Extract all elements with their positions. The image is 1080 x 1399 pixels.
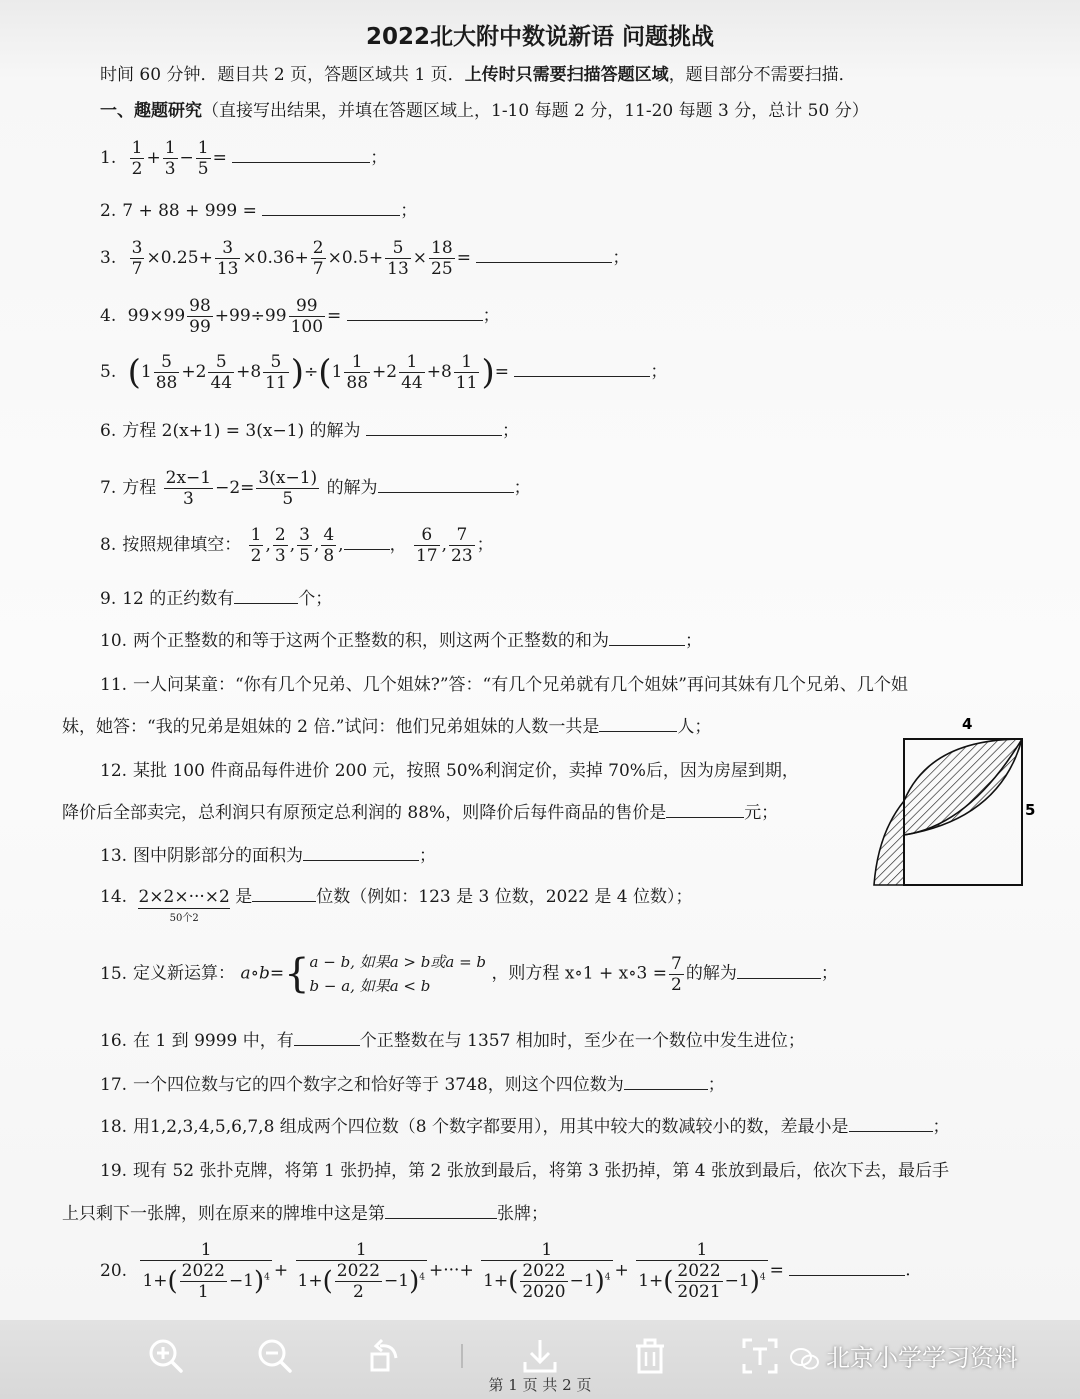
rotate-icon[interactable] — [364, 1336, 404, 1376]
wechat-icon — [790, 1347, 820, 1371]
brand-text: 北京小学学习资料 — [826, 1344, 1018, 1372]
page-indicator: 第 1 页 共 2 页 — [488, 1376, 592, 1394]
toolbar-separator — [461, 1344, 463, 1368]
question-13: 13. 图中阴影部分的面积为 ； — [100, 846, 437, 866]
question-16: 16. 在 1 到 9999 中，有 个正整数在与 1357 相加时，至少在一个数位中发生进位； — [100, 1031, 805, 1051]
figure-label-top: 4 — [962, 715, 973, 733]
page-title: 2022北大附中数说新语 问题挑战 — [365, 24, 715, 50]
shaded-area-figure — [870, 715, 1040, 890]
question-12-cont: 降价后全部卖完，总利润只有原预定总利润的 88%，则降价后每件商品的售价是 元； — [62, 803, 779, 823]
question-4: 4. 99×99 $\frac{98}{99}$ +99÷99 $\frac{99}{100}$ = ； — [100, 296, 500, 337]
question-19-cont: 上只剩下一张牌，则在原来的牌堆中这是第 张牌； — [62, 1204, 548, 1224]
zoom-out-icon[interactable] — [255, 1336, 295, 1376]
figure-label-right: 5 — [1025, 801, 1036, 819]
question-8: 8. 按照规律填空： $\frac{1}{2}$ , $\frac{2}{3}$ , $\frac{3}{5}$ , $\frac{4}{8}$ , ， $\frac{6}{17}$ , $\frac{7}{23}$ ； — [100, 525, 494, 566]
question-5: 5. (1 $\frac{5}{88}$ +2 $\frac{5}{44}$ +8 $\frac{5}{11}$ )÷(1 $\frac{1}{88}$ +2 $\frac{1}{44}$ +8 $\frac{1}{11}$ )= ； — [100, 352, 668, 393]
question-2: 2. 7 + 88 + 999 = ； — [100, 201, 418, 221]
download-icon[interactable] — [520, 1336, 560, 1376]
question-6: 6. 方程 2(x+1) = 3(x−1) 的解为 ； — [100, 421, 519, 441]
question-7: 7. 方程 $\frac{2x-1}{3}$ −2= $\frac{3(x-1)}{5}$ 的解为 ； — [100, 468, 531, 509]
question-19: 19. 现有 52 张扑克牌，将第 1 张扔掉，第 2 张放到最后，将第 3 张扔掉，第 4 张放到最后，依次下去，最后手 — [100, 1161, 949, 1181]
instructions: 时间 60 分钟．题目共 2 页，答题区域共 1 页．上传时只需要扫描答题区域，题目部分不需要扫描． — [100, 65, 856, 85]
question-9: 9. 12 的正约数有 个； — [100, 589, 333, 609]
question-3: 3. $\frac{3}{7}$ ×0.25+ $\frac{3}{13}$ ×0.36+ $\frac{2}{7}$ ×0.5+ $\frac{5}{13}$ × $\frac{18}{25}$ = ； — [100, 238, 630, 279]
question-17: 17. 一个四位数与它的四个数字之和恰好等于 3748，则这个四位数为 ； — [100, 1075, 725, 1095]
question-11: 11. 一人问某童：“你有几个兄弟、几个姐妹?”答：“有几个兄弟就有几个姐妹”再问其妹有几个兄弟、几个姐 — [100, 675, 908, 695]
question-12: 12. 某批 100 件商品每件进价 200 元，按照 50%利润定价，卖掉 70%后，因为房屋到期， — [100, 761, 799, 781]
question-1: 1. $\frac{1}{2}$ + $\frac{1}{3}$ − $\frac{1}{5}$ = ； — [100, 138, 388, 179]
question-11-cont: 妹，她答：“我的兄弟是姐妹的 2 倍.”试问：他们兄弟姐妹的人数一共是 人； — [62, 717, 712, 737]
question-10: 10. 两个正整数的和等于这两个正整数的积，则这两个正整数的和为 ； — [100, 631, 703, 651]
text-recognition-icon[interactable] — [740, 1336, 780, 1376]
delete-icon[interactable] — [630, 1336, 670, 1376]
question-14: 14. 2×2×···×2 50个2 是 位数（例如：123 是 3 位数，2022 是 4 位数）； — [100, 887, 693, 924]
section-1-header: 一、趣题研究（直接写出结果，并填在答题区域上，1-10 每题 2 分，11-20 每题 3 分，总计 50 分） — [100, 101, 869, 121]
question-20: 20. 1 1+( $\frac{2022}{1}$ −1)$^4$ + 1 1+( $\frac{2022}{2}$ −1)$^4$ +···+ 1 1+( $\frac{2022}{2020}$ −1)$^4$ + 1 1+( $\frac{2022}{2021}$ −1)$^4$ = . — [100, 1240, 911, 1302]
watermark-brand — [790, 1338, 1018, 1373]
zoom-in-icon[interactable] — [146, 1336, 186, 1376]
question-15: 15. 定义新运算： a∘b={ a − b, 如果a > b或a = b b − a, 如果a < b ，则方程 x∘1 + x∘3 = $\frac{7}{2}$ 的解为 ； — [100, 951, 838, 997]
question-18: 18. 用1,2,3,4,5,6,7,8 组成两个四位数（8 个数字都要用），用其中较大的数减较小的数，差最小是 ； — [100, 1117, 950, 1137]
